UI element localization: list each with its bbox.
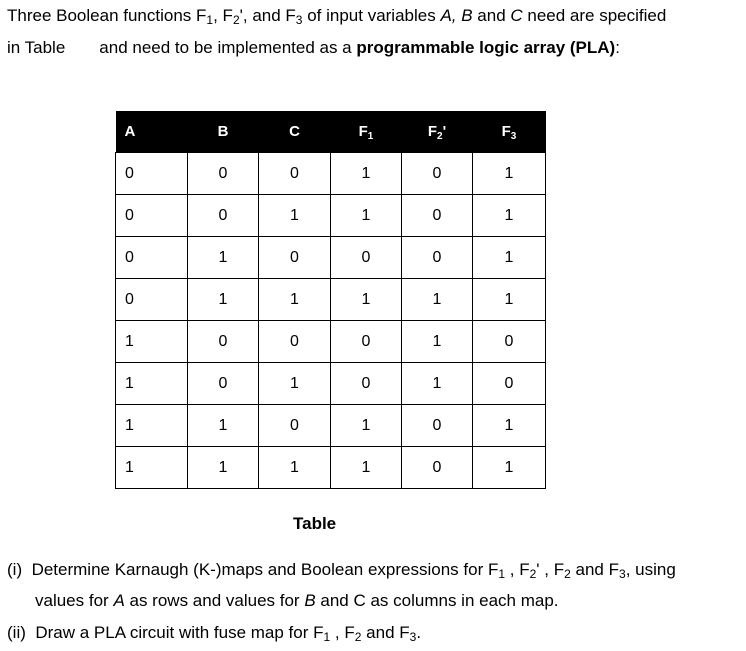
intro-text: of input variables — [302, 6, 441, 25]
table-cell: 1 — [188, 447, 259, 489]
subscript: 1 — [323, 630, 331, 644]
table-cell: 0 — [331, 363, 402, 405]
table-cell: 1 — [116, 405, 188, 447]
intro-vars: A, B — [440, 6, 473, 25]
table-cell: 0 — [188, 195, 259, 237]
subscript: 1 — [206, 13, 214, 27]
table-caption: Table — [293, 514, 337, 533]
question-text: and C as columns in each map. — [315, 591, 559, 610]
table-row — [116, 237, 546, 279]
question-text: , F — [505, 560, 530, 579]
intro-bold-term: programmable logic array (PLA) — [356, 38, 616, 57]
table-cell: 1 — [331, 447, 402, 489]
subscript: 3 — [295, 13, 303, 27]
column-header-label: B — [217, 123, 229, 140]
column-header — [473, 111, 546, 153]
question-text: and F — [361, 623, 410, 642]
table-cell: 1 — [188, 279, 259, 321]
table-row — [116, 363, 546, 405]
table-row — [116, 405, 546, 447]
question-text: , using — [625, 560, 676, 579]
column-header-label: A — [124, 123, 136, 140]
table-cell: 0 — [116, 195, 188, 237]
column-header — [188, 111, 259, 153]
table-cell: 0 — [116, 279, 188, 321]
table-cell: 0 — [188, 321, 259, 363]
table-cell: 0 — [473, 321, 546, 363]
table-cell: 0 — [259, 237, 331, 279]
intro-text: Three Boolean functions F — [7, 6, 207, 25]
subscript: 3 — [619, 567, 626, 581]
subscript: 2 — [232, 13, 240, 27]
question-text: , F — [330, 623, 355, 642]
table-cell: 1 — [402, 279, 473, 321]
question-var: B — [304, 591, 316, 610]
column-header — [331, 111, 402, 153]
question-text: values for — [35, 591, 114, 610]
table-cell: 1 — [473, 447, 546, 489]
table-cell: 1 — [259, 195, 331, 237]
intro-line-1 — [7, 5, 666, 28]
table-cell: 0 — [331, 237, 402, 279]
table-cell: 1 — [188, 237, 259, 279]
table-row — [116, 321, 546, 363]
table-cell: 0 — [331, 321, 402, 363]
column-header-label: F — [358, 123, 368, 140]
column-header — [116, 111, 188, 153]
table-row — [116, 153, 546, 195]
intro-text: ', and F — [239, 6, 296, 25]
question-1-line-1 — [7, 559, 676, 582]
table-cell: 0 — [116, 153, 188, 195]
table-cell: 0 — [402, 153, 473, 195]
table-cell: 0 — [402, 237, 473, 279]
intro-text: and need to be implemented as a — [99, 38, 357, 57]
table-header-row — [116, 111, 546, 153]
table-cell: 0 — [473, 363, 546, 405]
column-header-prime: ' — [442, 123, 447, 140]
table-cell: 1 — [402, 321, 473, 363]
table-cell: 0 — [402, 447, 473, 489]
table-cell: 1 — [473, 153, 546, 195]
table-cell: 1 — [473, 237, 546, 279]
question-2 — [7, 622, 421, 645]
table-cell: 0 — [188, 363, 259, 405]
column-header-subscript: 3 — [510, 131, 517, 142]
table-cell: 1 — [188, 405, 259, 447]
column-header-subscript: 2 — [437, 131, 443, 142]
table-cell: 1 — [116, 447, 188, 489]
question-text: . — [416, 623, 422, 642]
table-cell: 1 — [116, 321, 188, 363]
table-cell: 0 — [402, 405, 473, 447]
table-body — [116, 153, 546, 489]
table-cell: 0 — [259, 405, 331, 447]
question-text: as rows and values for — [124, 591, 305, 610]
table-cell: 1 — [331, 195, 402, 237]
table-cell: 0 — [259, 153, 331, 195]
column-header-subscript: 1 — [367, 131, 374, 142]
intro-text: : — [615, 38, 620, 57]
table-cell: 1 — [331, 279, 402, 321]
intro-var-c: C — [510, 6, 523, 25]
table-cell: 0 — [188, 153, 259, 195]
column-header-label: C — [289, 123, 300, 140]
question-text: Draw a PLA circuit with fuse map for F — [35, 623, 324, 642]
table-row — [116, 447, 546, 489]
question-text: Determine Karnaugh (K-)maps and Boolean expressions for F — [31, 560, 499, 579]
question-var: A — [113, 591, 125, 610]
question-number: (ii) — [7, 623, 26, 642]
column-header — [402, 111, 473, 153]
intro-text: , F — [213, 6, 233, 25]
table-cell: 1 — [259, 279, 331, 321]
subscript: 2 — [529, 567, 537, 581]
table-cell: 0 — [259, 321, 331, 363]
question-text: and F — [570, 560, 619, 579]
table-row — [116, 279, 546, 321]
table-cell: 0 — [116, 237, 188, 279]
table-cell: 1 — [331, 153, 402, 195]
column-header-label: F — [427, 123, 438, 140]
table-cell: 1 — [116, 363, 188, 405]
question-1-line-2 — [35, 590, 559, 612]
table-cell: 1 — [331, 405, 402, 447]
subscript: 2 — [354, 630, 362, 644]
table-cell: 0 — [402, 195, 473, 237]
column-header — [259, 111, 331, 153]
table-cell: 1 — [473, 405, 546, 447]
truth-table — [115, 111, 546, 489]
intro-text: need are specified — [522, 6, 667, 25]
intro-text: and — [472, 6, 511, 25]
subscript: 3 — [409, 630, 417, 644]
table-cell: 1 — [473, 195, 546, 237]
intro-text: in Table — [7, 38, 66, 57]
subscript: 1 — [498, 567, 506, 581]
table-cell: 1 — [259, 363, 331, 405]
table-cell: 1 — [473, 279, 546, 321]
question-number: (i) — [7, 560, 23, 579]
column-header-label: F — [501, 123, 511, 140]
intro-line-2 — [7, 37, 620, 59]
table-cell: 1 — [259, 447, 331, 489]
table-cell: 1 — [402, 363, 473, 405]
question-text: ' , F — [536, 560, 565, 579]
table-row — [116, 195, 546, 237]
subscript: 2 — [564, 567, 571, 581]
